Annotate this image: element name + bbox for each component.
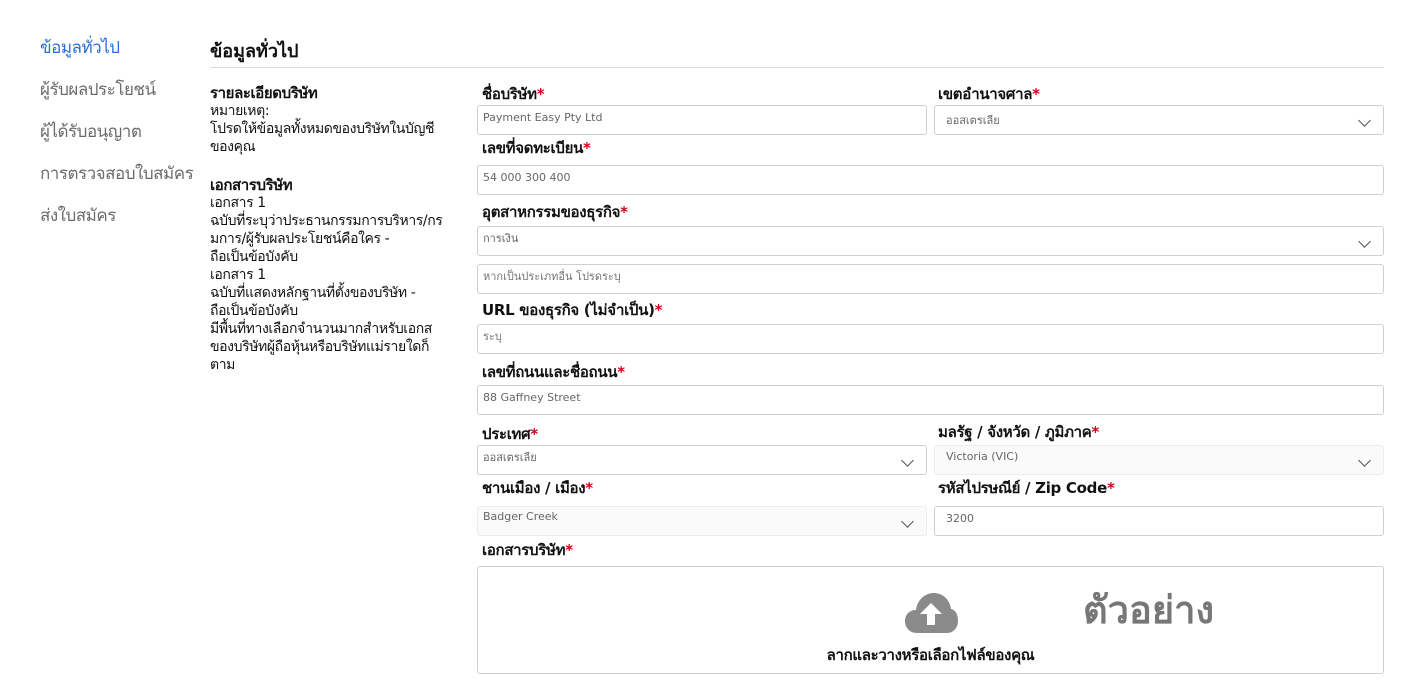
postcode-label: รหัสไปรษณีย์ / Zip Code* xyxy=(938,479,1115,497)
state-select[interactable] xyxy=(934,445,1384,475)
industry-value: การเงิน xyxy=(483,232,519,245)
doc-text-line: ถือเป็นข้อบังคับ xyxy=(210,303,298,319)
jurisdiction-value: ออสเตรเลีย xyxy=(946,114,1000,127)
doc-text-line: ฉบับที่แสดงหลักฐานที่ตั้งของบริษัท - xyxy=(210,285,416,301)
file-dropzone[interactable] xyxy=(477,566,1384,674)
sidebar-nav xyxy=(40,36,205,246)
sidebar-item-review[interactable]: การตรวจสอบใบสมัคร xyxy=(40,164,194,184)
suburb-value: Badger Creek xyxy=(483,510,558,523)
sidebar-item-beneficiaries[interactable]: ผู้รับผลประโยชน์ xyxy=(40,80,156,100)
registration-number-input[interactable] xyxy=(477,165,1384,195)
doc-text-line: ถือเป็นข้อบังคับ xyxy=(210,249,298,265)
state-label: มลรัฐ / จังหวัด / ภูมิภาค* xyxy=(938,423,1100,441)
page-title: ข้อมูลทั่วไป xyxy=(210,41,299,62)
industry-other-input[interactable] xyxy=(477,264,1384,294)
company-documents-label: เอกสารบริษัท* xyxy=(482,541,573,559)
extra-text-line: มีพื้นที่ทางเลือกจำนวนมากสำหรับเอกส xyxy=(210,321,432,337)
industry-select[interactable] xyxy=(477,226,1384,256)
note-text-line: โปรดให้ข้อมูลทั้งหมดของบริษัทในบัญชี xyxy=(210,121,435,137)
jurisdiction-select[interactable] xyxy=(934,105,1384,135)
doc-text-line: ฉบับที่ระบุว่าประธานกรรมการบริหาร/กร xyxy=(210,213,443,229)
chevron-down-icon xyxy=(1358,235,1371,248)
business-url-label: URL ของธุรกิจ (ไม่จำเป็น)* xyxy=(482,301,663,319)
note-label: หมายเหตุ: xyxy=(210,103,270,119)
chevron-down-icon xyxy=(901,515,914,528)
sidebar-item-general-info[interactable]: ข้อมูลทั่วไป xyxy=(40,38,120,58)
note-text-line: ของคุณ xyxy=(210,139,256,155)
country-label: ประเทศ* xyxy=(482,425,538,443)
sidebar-item-authorized[interactable]: ผู้ได้รับอนุญาต xyxy=(40,122,142,142)
cloud-upload-icon xyxy=(904,591,958,635)
dropzone-text: ลากและวางหรือเลือกไฟล์ของคุณ xyxy=(826,646,1035,664)
street-input[interactable] xyxy=(477,385,1384,415)
suburb-label: ชานเมือง / เมือง* xyxy=(482,479,593,497)
description-panel xyxy=(210,84,460,374)
chevron-down-icon xyxy=(1358,454,1371,467)
sidebar-item-submit[interactable]: ส่งใบสมัคร xyxy=(40,206,116,226)
company-name-label: ชื่อบริษัท* xyxy=(482,85,545,103)
extra-text-line: ของบริษัทผู้ถือหุ้นหรือบริษัทแม่รายใดก็ xyxy=(210,339,430,355)
chevron-down-icon xyxy=(901,454,914,467)
street-label: เลขที่ถนนและชื่อถนน* xyxy=(482,363,625,381)
country-select[interactable] xyxy=(477,445,927,475)
doc-title: เอกสาร 1 xyxy=(210,195,266,211)
business-url-input[interactable] xyxy=(477,324,1384,354)
country-value: ออสเตรเลีย xyxy=(483,451,537,464)
postcode-input[interactable] xyxy=(934,506,1384,536)
jurisdiction-label: เขตอำนาจศาล* xyxy=(938,85,1040,103)
chevron-down-icon xyxy=(1358,114,1371,127)
doc-text-line: มการ/ผู้รับผลประโยชน์คือใคร - xyxy=(210,231,390,247)
industry-label: อุตสาหกรรมของธุรกิจ* xyxy=(482,203,628,221)
suburb-select[interactable] xyxy=(477,506,927,536)
company-details-heading: รายละเอียดบริษัท xyxy=(210,84,318,102)
extra-text-line: ตาม xyxy=(210,357,235,373)
company-name-input[interactable] xyxy=(477,105,927,135)
company-docs-heading: เอกสารบริษัท xyxy=(210,176,293,194)
state-value: Victoria (VIC) xyxy=(946,450,1019,463)
registration-number-label: เลขที่จดทะเบียน* xyxy=(482,139,591,157)
example-watermark: ตัวอย่าง xyxy=(1083,588,1214,632)
doc-title: เอกสาร 1 xyxy=(210,267,266,283)
divider xyxy=(210,67,1384,68)
